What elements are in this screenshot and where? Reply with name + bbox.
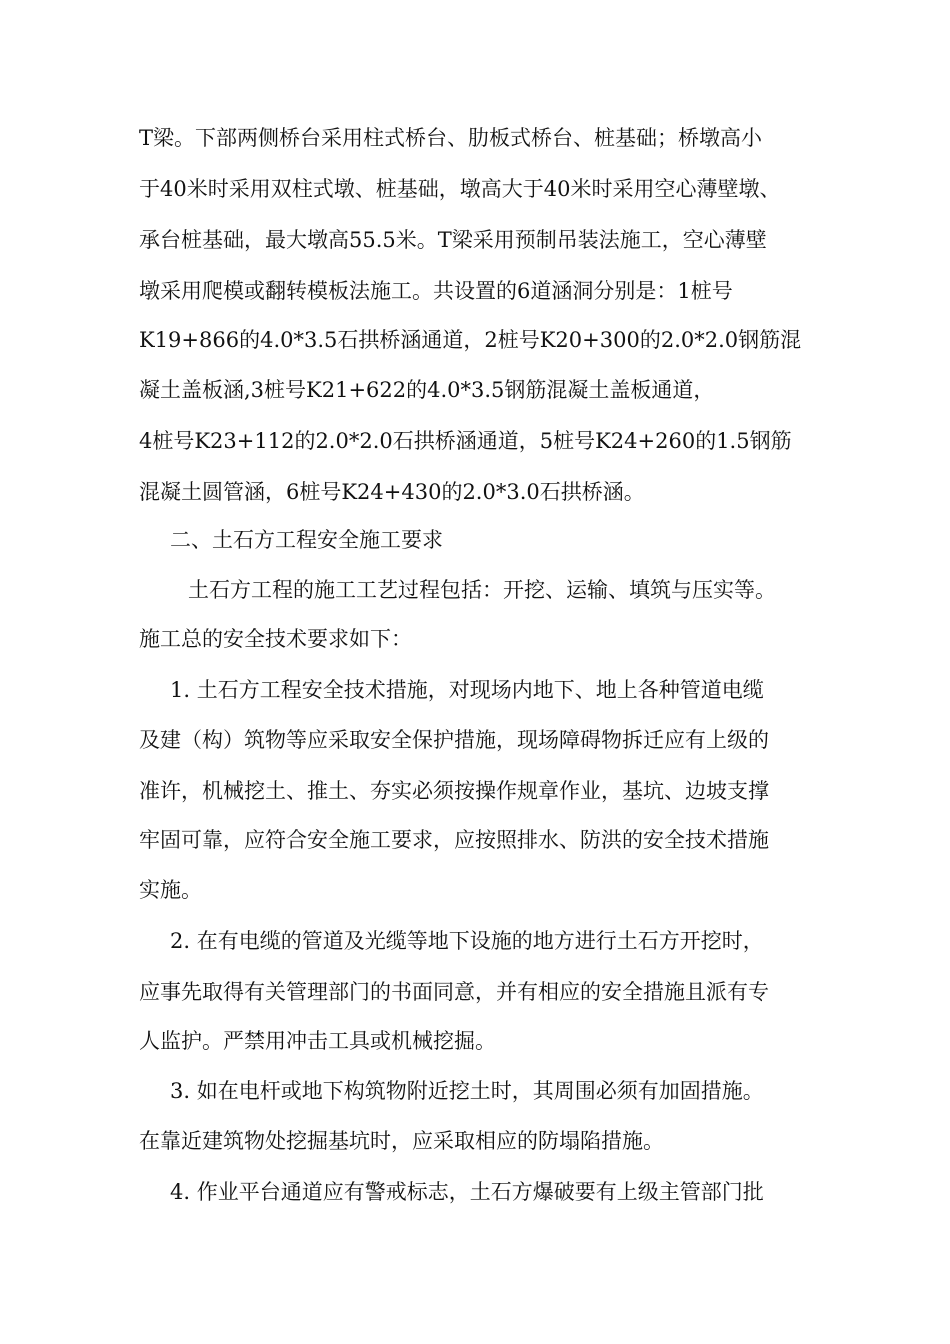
paragraph-line: 在靠近建筑物处挖掘基坑时，应采取相应的防塌陷措施。 [139,1129,664,1153]
paragraph-line: 墩采用爬模或翻转模板法施工。共设置的6道涵洞分别是：1桩号 [139,279,733,303]
paragraph-line: 牢固可靠，应符合安全施工要求，应按照排水、防洪的安全技术措施 [139,828,769,852]
paragraph-line: 应事先取得有关管理部门的书面同意，并有相应的安全措施且派有专 [139,980,769,1004]
paragraph-line: 实施。 [139,878,202,902]
paragraph-line: 人监护。严禁用冲击工具或机械挖掘。 [139,1029,496,1053]
list-item-line: 4. 作业平台通道应有警戒标志，土石方爆破要有上级主管部门批 [170,1180,764,1204]
list-item-line: 1. 土石方工程安全技术措施，对现场内地下、地上各种管道电缆 [170,678,764,702]
paragraph-line: 于40米时采用双柱式墩、桩基础，墩高大于40米时采用空心薄壁墩、 [139,177,781,201]
paragraph-line: 凝土盖板涵,3桩号K21+622的4.0*3.5钢筋混凝土盖板通道， [139,378,715,402]
paragraph-line: T梁。下部两侧桥台采用柱式桥台、肋板式桥台、桩基础；桥墩高小 [139,126,763,150]
list-item-line: 2. 在有电缆的管道及光缆等地下设施的地方进行土石方开挖时， [170,929,764,953]
paragraph-line: 土石方工程的施工工艺过程包括：开挖、运输、填筑与压实等。 [188,578,776,602]
list-item-line: 3. 如在电杆或地下构筑物附近挖土时，其周围必须有加固措施。 [170,1079,764,1103]
paragraph-line: K19+866的4.0*3.5石拱桥涵通道，2桩号K20+300的2.0*2.0钢筋混 [139,328,802,352]
paragraph-line: 承台桩基础，最大墩高55.5米。T梁采用预制吊装法施工，空心薄壁 [139,228,767,252]
paragraph-line: 及建（构）筑物等应采取安全保护措施，现场障碍物拆迁应有上级的 [139,728,769,752]
paragraph-line: 混凝土圆管涵，6桩号K24+430的2.0*3.0石拱桥涵。 [139,480,645,504]
paragraph-line: 4桩号K23+112的2.0*2.0石拱桥涵通道，5桩号K24+260的1.5钢筋 [139,429,792,453]
paragraph-line: 准许，机械挖土、推土、夯实必须按操作规章作业，基坑、边坡支撑 [139,779,769,803]
section-heading: 二、土石方工程安全施工要求 [170,528,443,552]
paragraph-line: 施工总的安全技术要求如下： [139,627,412,651]
